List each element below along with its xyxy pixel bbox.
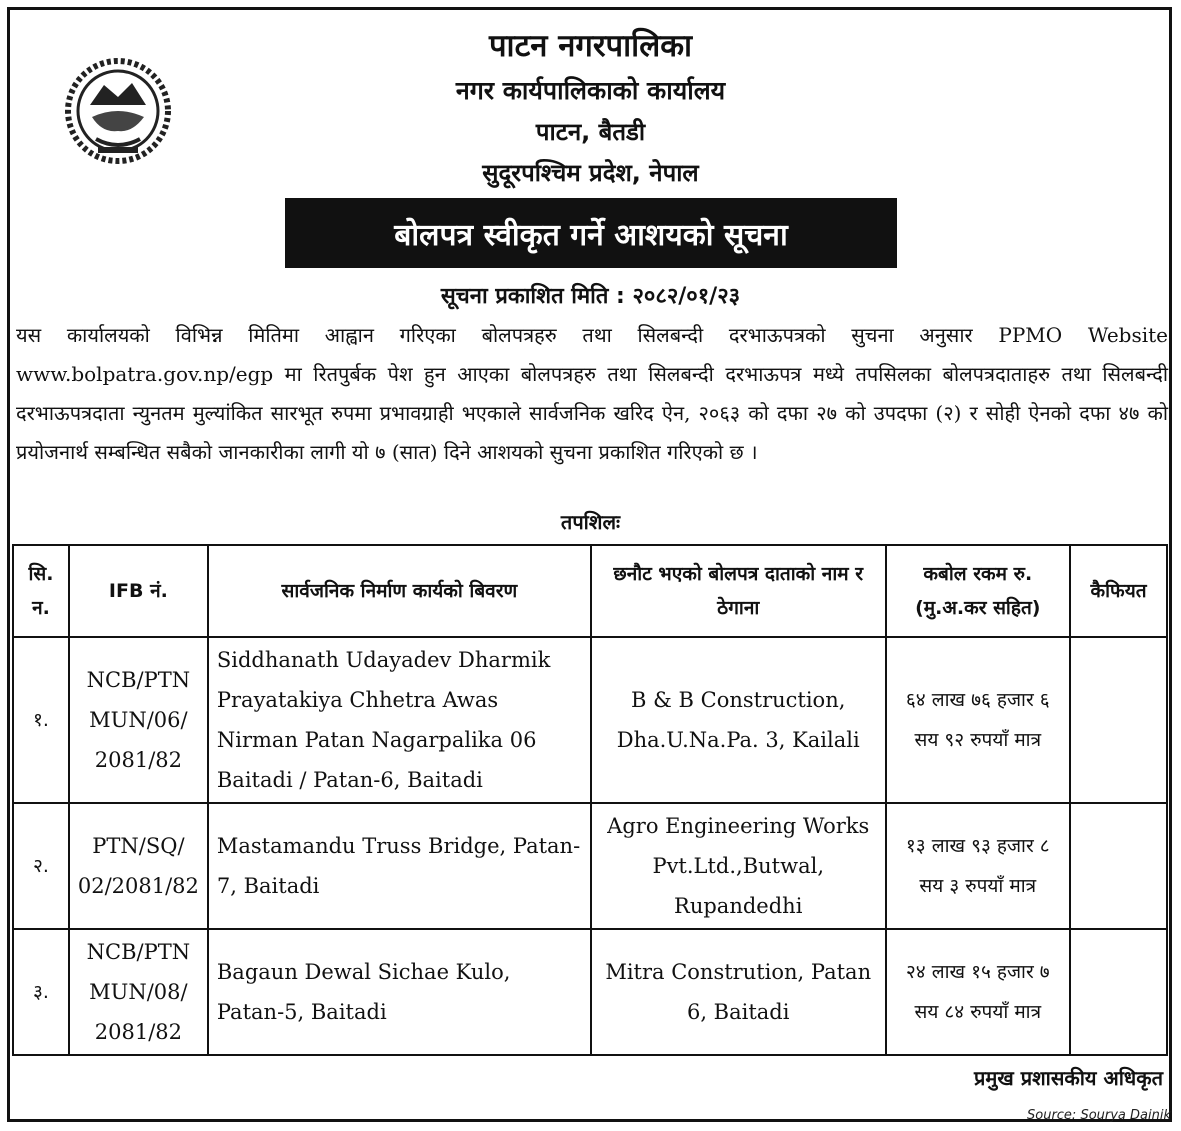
source-credit: Source: Sourya Dainik: [1027, 1108, 1171, 1123]
cell-sn: १.: [13, 637, 69, 803]
notice-title: बोलपत्र स्वीकृत गर्ने आशयको सूचना: [285, 198, 897, 268]
cell-remarks: [1070, 637, 1167, 803]
col-header-description: सार्वजनिक निर्माण कार्यको बिवरण: [208, 545, 591, 637]
signatory-title: प्रमुख प्रशासकीय अधिकृत: [974, 1066, 1163, 1090]
schedule-label: तपशिलः: [560, 510, 621, 534]
col-header-remarks: कैफियत: [1070, 545, 1167, 637]
cell-description: Siddhanath Udayadev Dharmik Prayatakiya Chhetra Awas Nirman Patan Nagarpalika 06 Baitadi / Patan-6, Baitadi: [208, 637, 591, 803]
cell-ifb: PTN/SQ/ 02/2081/82: [69, 803, 208, 929]
office-location: पाटन, बैतडी: [535, 118, 646, 146]
table-row: [13, 929, 1167, 1055]
cell-sn: ३.: [13, 929, 69, 1055]
cell-amount: ६४ लाख ७६ हजार ६ सय ९२ रुपयाँ मात्र: [886, 637, 1071, 803]
municipality-emblem-icon: [62, 55, 174, 167]
cell-bidder: B & B Construction, Dha.U.Na.Pa. 3, Kailali: [591, 637, 886, 803]
cell-description: Bagaun Dewal Sichae Kulo, Patan-5, Baitadi: [208, 929, 591, 1055]
cell-amount: २४ लाख १५ हजार ७ सय ८४ रुपयाँ मात्र: [886, 929, 1071, 1055]
table-header-row: [13, 545, 1167, 637]
cell-description: Mastamandu Truss Bridge, Patan-7, Baitadi: [208, 803, 591, 929]
org-name: पाटन नगरपालिका: [488, 28, 693, 64]
published-date: सूचना प्रकाशित मिति : २०८२/०१/२३: [440, 284, 741, 309]
cell-ifb: NCB/PTN MUN/06/ 2081/82: [69, 637, 208, 803]
col-header-amount: कबोल रकम रु. (मु.अ.कर सहित): [886, 545, 1071, 637]
cell-sn: २.: [13, 803, 69, 929]
province-country: सुदूरपश्चिम प्रदेश, नेपाल: [482, 159, 699, 187]
col-header-bidder: छनौट भएको बोलपत्र दाताको नाम र ठेगाना: [591, 545, 886, 637]
notice-body: यस कार्यालयको विभिन्न मितिमा आह्वान गरिएका बोलपत्रहरु तथा सिलबन्दी दरभाऊपत्रको सुचना अनुसार PPMO Website www.bolpatra.gov.np/egp मा रितपुर्बक पेश हुन आएका बोलपत्रहरु तथा सिलबन्दी दरभाऊपत्र मध्ये तपसिलका बोलपत्रदाताहरु तथा सिलबन्दी दरभाऊपत्रदाता न्युनतम मुल्यांकित सारभूत रुपमा प्रभावग्राही भएकाले सार्वजनिक खरिद ऐन, २०६३ को दफा २७ को उपदफा (२) र सोही ऐनको दफा ४७ को प्रयोजनार्थ सम्बन्धित सबैको जानकारीका लागी यो ७ (सात) दिने आशयको सुचना प्रकाशित गरिएको छ ।: [16, 323, 1168, 464]
cell-amount: १३ लाख ९३ हजार ८ सय ३ रुपयाँ मात्र: [886, 803, 1071, 929]
cell-ifb: NCB/PTN MUN/08/ 2081/82: [69, 929, 208, 1055]
table-row: [13, 637, 1167, 803]
col-header-ifb: IFB नं.: [69, 545, 208, 637]
cell-bidder: Agro Engineering Works Pvt.Ltd.,Butwal, Rupandedhi: [591, 803, 886, 929]
office-name: नगर कार्यपालिकाको कार्यालय: [455, 76, 726, 105]
cell-remarks: [1070, 803, 1167, 929]
col-header-sn: सि. न.: [13, 545, 69, 637]
award-table: [12, 544, 1168, 1056]
cell-remarks: [1070, 929, 1167, 1055]
table-row: [13, 803, 1167, 929]
cell-bidder: Mitra Constrution, Patan 6, Baitadi: [591, 929, 886, 1055]
